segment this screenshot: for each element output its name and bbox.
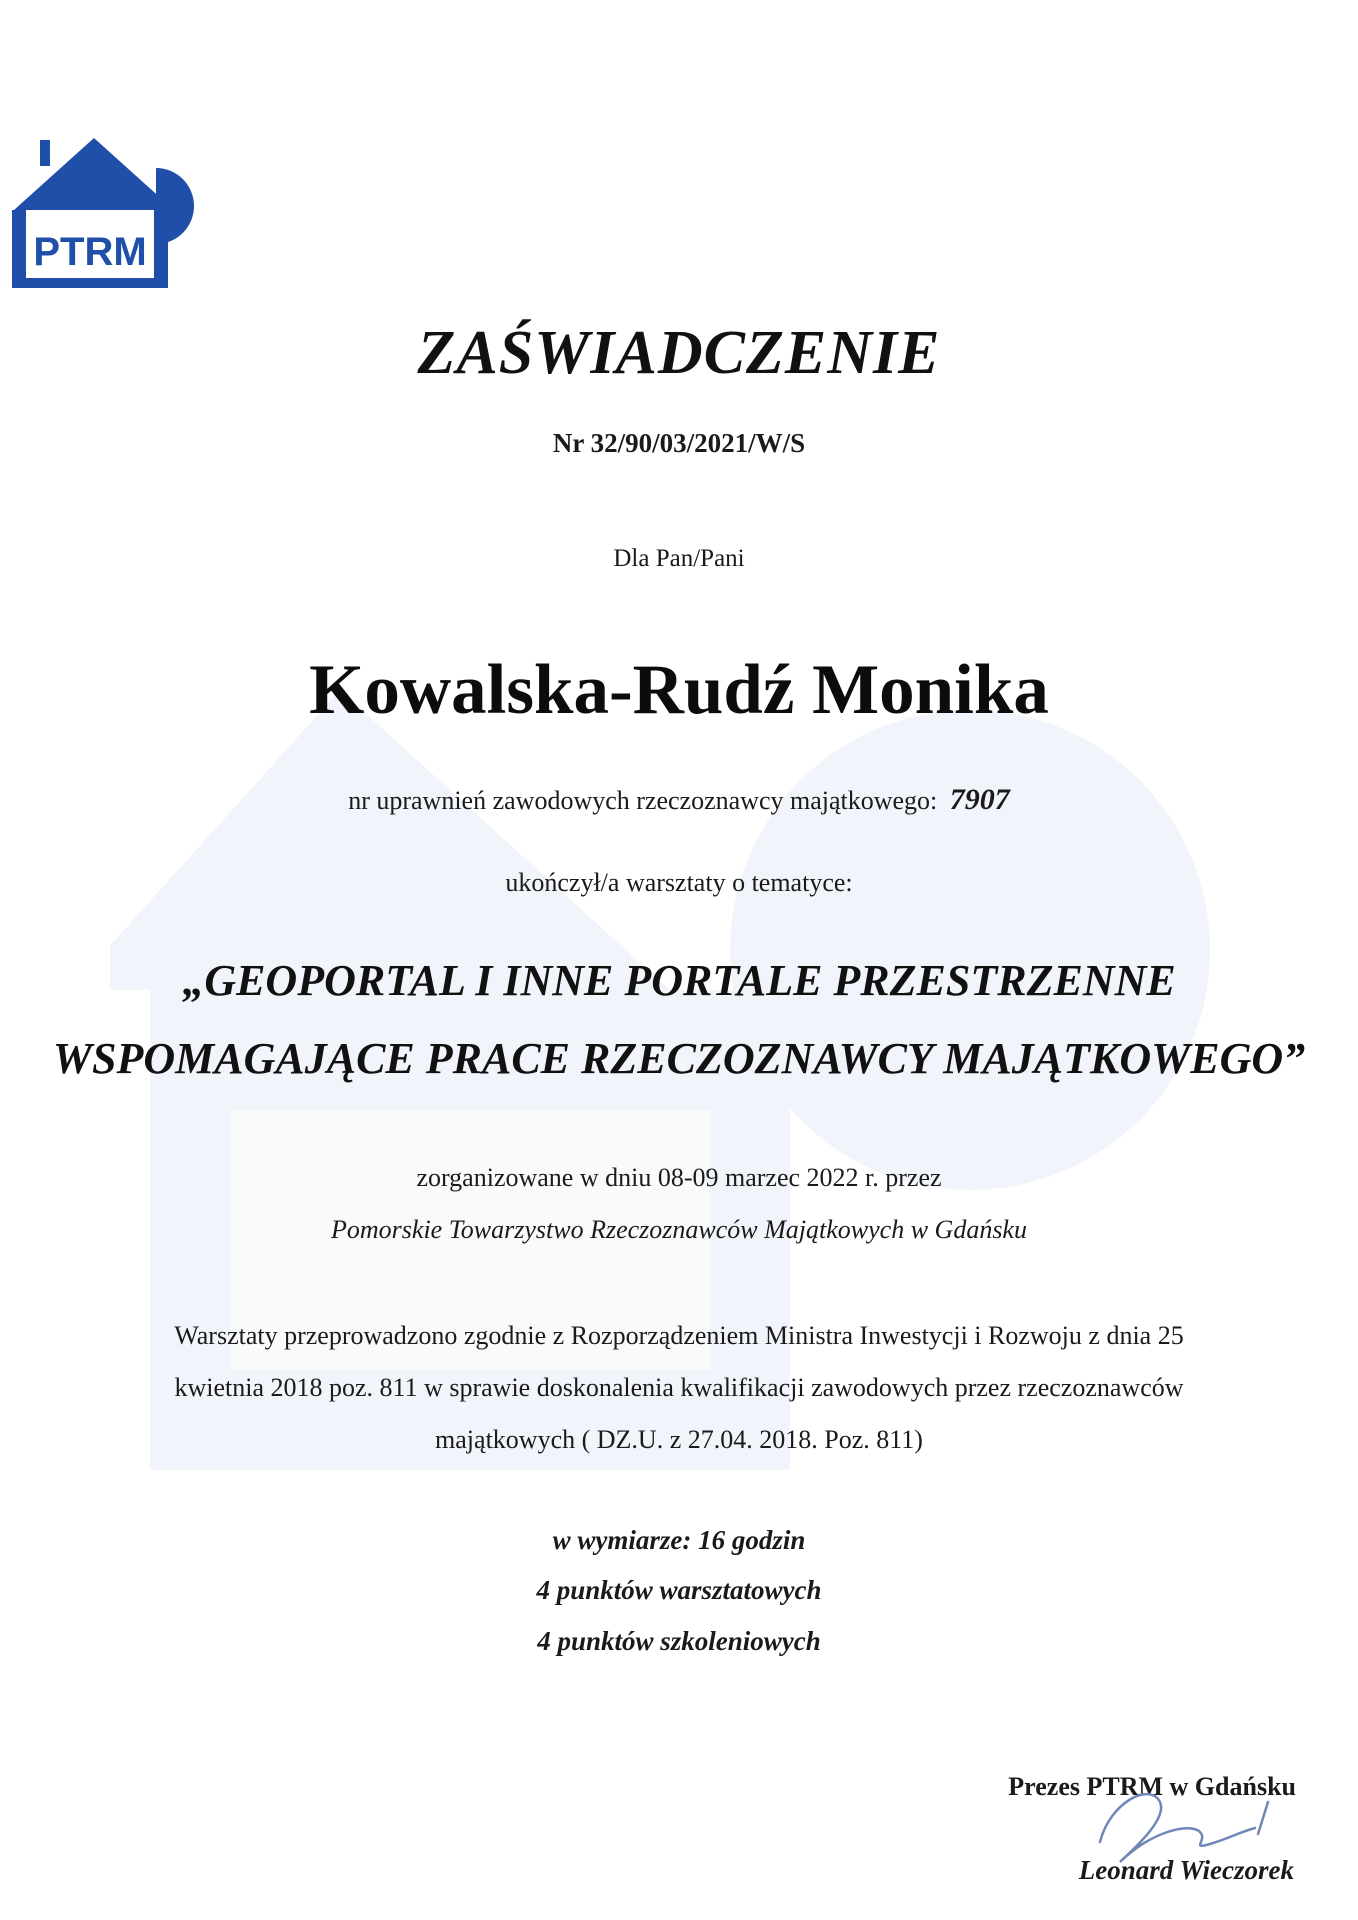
workshop-topic-line-1: „GEOPORTAL I INNE PORTALE PRZESTRZENNE bbox=[182, 956, 1176, 1005]
regulation-line: Warsztaty przeprowadzono zgodnie z Rozporządzeniem Ministra Inwestycji i Rozwoju z dnia 25 bbox=[174, 1321, 1184, 1350]
regulation-paragraph bbox=[30, 1310, 1328, 1466]
license-number: 7907 bbox=[949, 783, 1010, 816]
regulation-line: kwietnia 2018 poz. 811 w sprawie doskonalenia kwalifikacji zawodowych przez rzeczoznawców bbox=[174, 1373, 1184, 1402]
certificate-number: Nr 32/90/03/2021/W/S bbox=[552, 428, 806, 458]
regulation-line: majątkowych ( DZ.U. z 27.04. 2018. Poz. 811) bbox=[435, 1425, 923, 1454]
logo-text: PTRM bbox=[33, 230, 147, 274]
signatory-title: Prezes PTRM w Gdańsku bbox=[1008, 1772, 1296, 1801]
workshop-topic-line-2: WSPOMAGAJĄCE PRACE RZECZOZNAWCY MAJĄTKOWEGO” bbox=[52, 1034, 1306, 1083]
workshop-points: 4 punktów warsztatowych bbox=[536, 1575, 822, 1605]
signatory-name: Leonard Wieczorek bbox=[1078, 1855, 1294, 1885]
certificate-title: ZAŚWIADCZENIE bbox=[417, 319, 941, 387]
recipient-label: Dla Pan/Pani bbox=[613, 545, 745, 572]
ptrm-house-logo bbox=[6, 134, 201, 289]
organizer-name: Pomorskie Towarzystwo Rzeczoznawców Majątkowych w Gdańsku bbox=[331, 1215, 1027, 1244]
license-line bbox=[0, 783, 1358, 817]
license-label: nr uprawnień zawodowych rzeczoznawcy majątkowego: bbox=[348, 786, 938, 815]
training-points: 4 punktów szkoleniowych bbox=[537, 1626, 821, 1656]
duration-hours: w wymiarze: 16 godzin bbox=[552, 1525, 806, 1555]
recipient-name: Kowalska-Rudź Monika bbox=[309, 651, 1049, 729]
completed-label: ukończył/a warsztaty o tematyce: bbox=[505, 868, 853, 897]
organized-date: zorganizowane w dniu 08-09 marzec 2022 r. przez bbox=[416, 1163, 942, 1192]
